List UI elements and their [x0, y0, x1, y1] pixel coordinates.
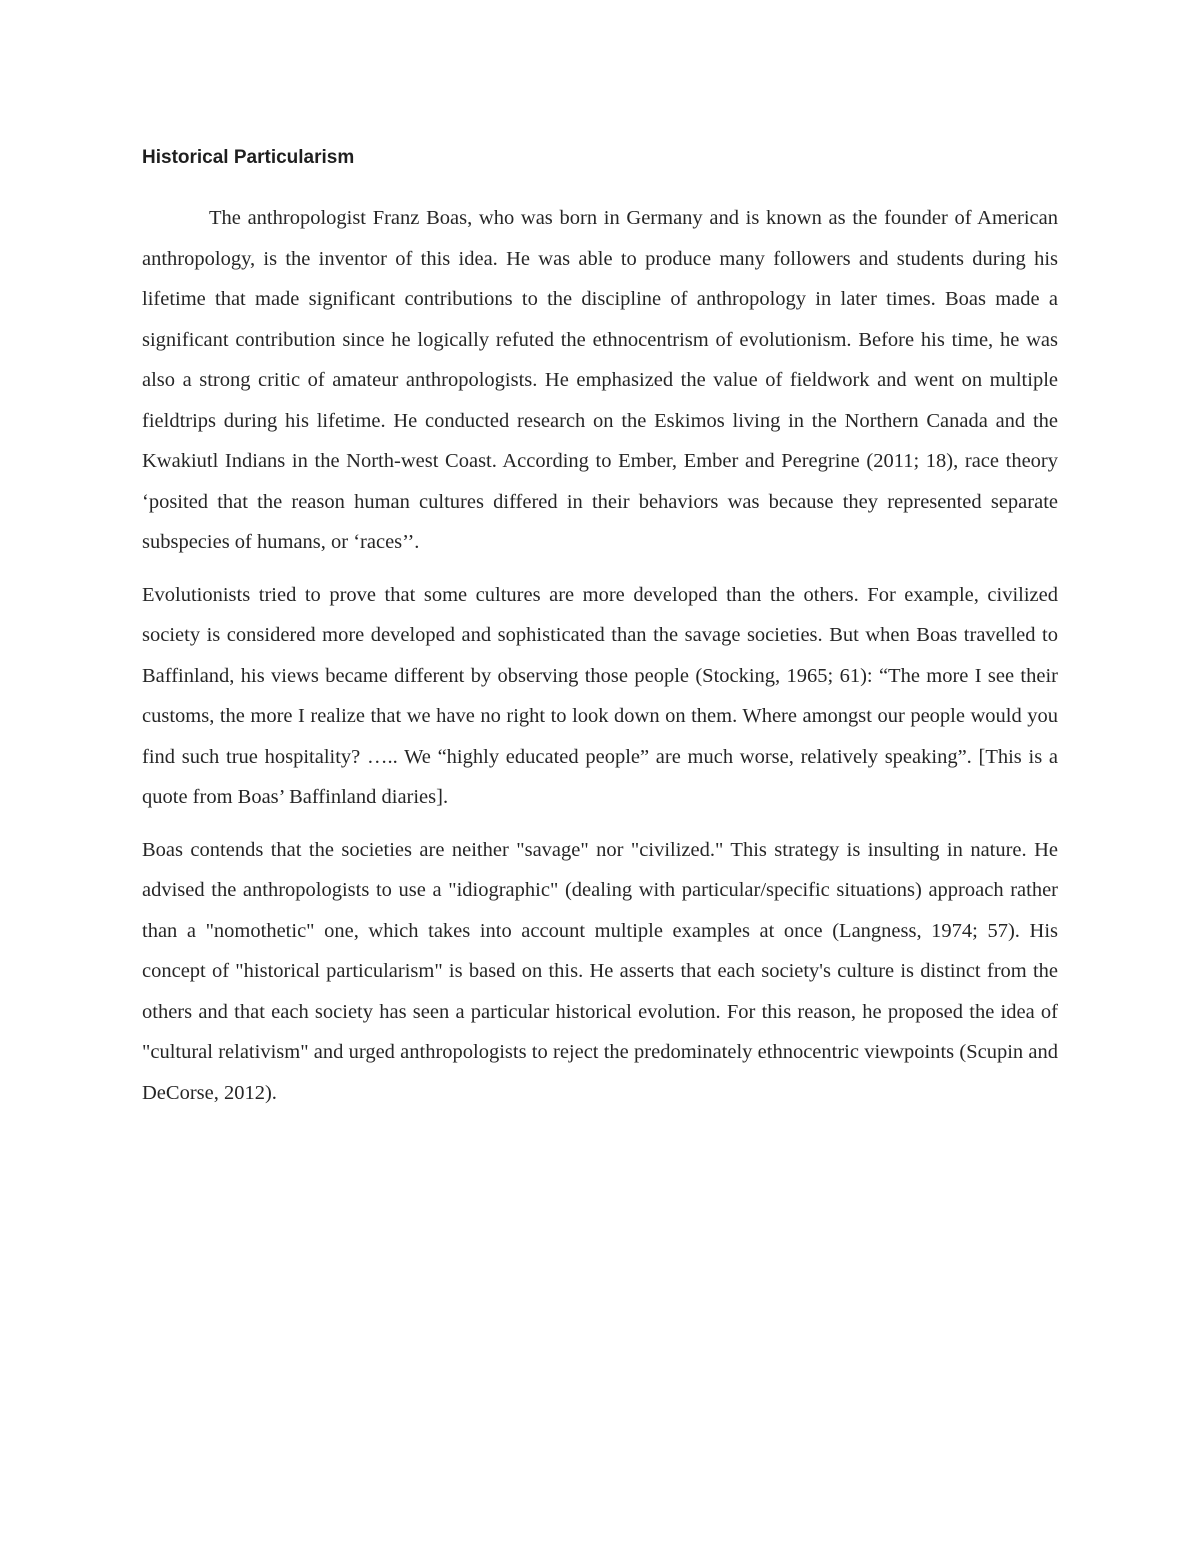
- document-body: [142, 144, 1058, 1113]
- paragraph-boas-intro: The anthropologist Franz Boas, who was born in Germany and is known as the founder of American anthropology, is the inventor of this idea. He was able to produce many followers and students during his lifetime that made significant contributions to the discipline of anthropology in later times. Boas made a significant contribution since he logically refuted the ethnocentrism of evolutionism. Before his time, he was also a strong critic of amateur anthropologists. He emphasized the value of fieldwork and went on multiple fieldtrips during his lifetime. He conducted research on the Eskimos living in the Northern Canada and the Kwakiutl Indians in the North-west Coast. According to Ember, Ember and Peregrine (2011; 18), race theory ‘posited that the reason human cultures differed in their behaviors was because they represented separate subspecies of humans, or ‘races’’.: [142, 207, 1058, 553]
- paragraph-historical-particularism: Boas contends that the societies are neither "savage" nor "civilized." This strategy is insulting in nature. He advised the anthropologists to use a "idiographic" (dealing with particular/specific situations) approach rather than a "nomothetic" one, which takes into account multiple examples at once (Langness, 1974; 57). His concept of "historical particularism" is based on this. He asserts that each society's culture is distinct from the others and that each society has seen a particular historical evolution. For this reason, he proposed the idea of "cultural relativism" and urged anthropologists to reject the predominately ethnocentric viewpoints (Scupin and DeCorse, 2012).: [142, 838, 1058, 1104]
- paragraph-evolutionists: Evolutionists tried to prove that some cultures are more developed than the others. For example, civilized society is considered more developed and sophisticated than the savage societies. But when Boas travelled to Baffinland, his views became different by observing those people (Stocking, 1965; 61): “The more I see their customs, the more I realize that we have no right to look down on them. Where amongst our people would you find such true hospitality? ….. We “highly educated people” are much worse, relatively speaking”. [This is a quote from Boas’ Baffinland diaries].: [142, 583, 1058, 808]
- document-heading: Historical Particularism: [142, 147, 355, 168]
